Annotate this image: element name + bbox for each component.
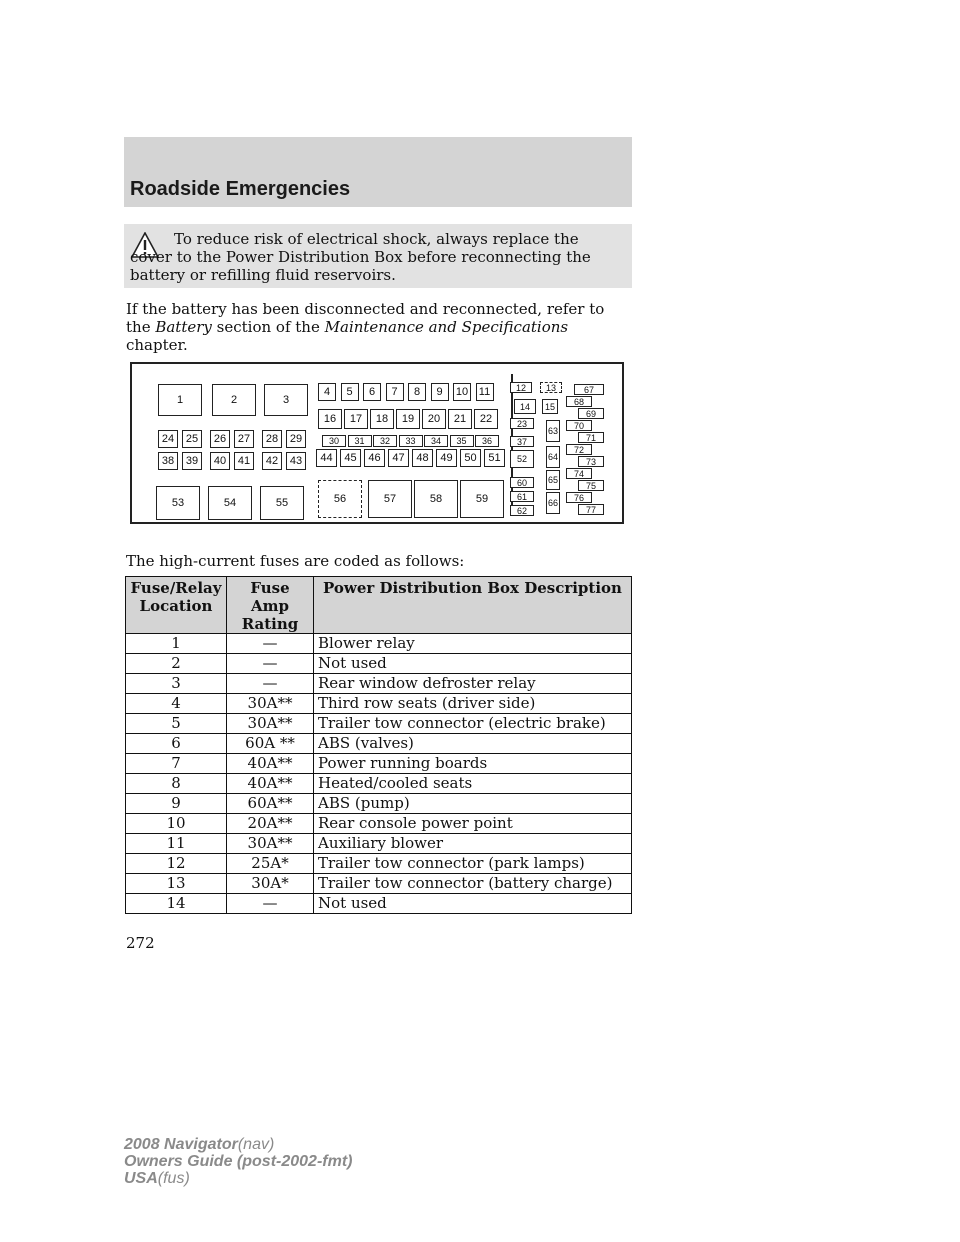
fuse-slot: 5	[341, 383, 359, 401]
fuse-slot: 73	[578, 456, 604, 467]
cell-location: 5	[126, 714, 227, 734]
cell-location: 11	[126, 834, 227, 854]
fuse-slot: 41	[234, 452, 254, 470]
header-location: Fuse/Relay Location	[126, 577, 227, 634]
fuse-slot: 67	[574, 384, 604, 395]
cell-description: Power running boards	[314, 754, 632, 774]
fuse-slot: 23	[510, 418, 534, 429]
fuse-slot: 18	[370, 409, 394, 429]
para-text-before: If the battery has been disconnected and reconnected, refer to the	[126, 300, 605, 336]
footer-line-1-bold: 2008 Navigator	[124, 1136, 238, 1153]
chapter-reference: Maintenance and Specifications	[324, 318, 569, 336]
battery-paragraph	[126, 300, 626, 354]
table-row	[126, 654, 632, 674]
fuse-slot: 53	[156, 486, 200, 520]
cell-location: 4	[126, 694, 227, 714]
cell-location: 1	[126, 634, 227, 654]
fuse-slot: 38	[158, 452, 178, 470]
cell-description: Rear window defroster relay	[314, 674, 632, 694]
fuse-slot: 39	[182, 452, 202, 470]
fuse-slot: 61	[510, 491, 534, 502]
fuse-slot: 75	[578, 480, 604, 491]
fuse-slot: 66	[546, 492, 560, 514]
cell-rating: —	[227, 894, 314, 914]
fuse-slot: 26	[210, 430, 230, 448]
fuse-slot: 8	[408, 383, 426, 401]
table-row	[126, 774, 632, 794]
fuse-slot: 63	[546, 420, 560, 442]
cell-rating: 30A**	[227, 694, 314, 714]
table-intro: The high-current fuses are coded as follows:	[126, 552, 465, 570]
cell-rating: 60A**	[227, 794, 314, 814]
cell-location: 2	[126, 654, 227, 674]
cell-location: 13	[126, 874, 227, 894]
fuse-slot: 50	[460, 449, 481, 467]
fuse-slot: 36	[475, 435, 499, 447]
fuse-slot: 42	[262, 452, 282, 470]
cell-description: Blower relay	[314, 634, 632, 654]
section-title: Roadside Emergencies	[130, 178, 351, 200]
fuse-slot: 3	[264, 384, 308, 416]
footer-line-1	[124, 1136, 352, 1153]
table-row	[126, 754, 632, 774]
battery-reference: Battery	[155, 318, 212, 336]
cell-description: Not used	[314, 654, 632, 674]
fuse-slot: 33	[399, 435, 423, 447]
fuse-slot: 56	[318, 480, 362, 518]
cell-rating: 25A*	[227, 854, 314, 874]
cell-description: Trailer tow connector (electric brake)	[314, 714, 632, 734]
fuse-slot: 72	[566, 444, 592, 455]
fuse-slot: 45	[340, 449, 361, 467]
table-header-row	[126, 577, 632, 634]
fuse-slot: 34	[424, 435, 448, 447]
fuse-slot: 74	[566, 468, 592, 479]
para-text-after: chapter.	[126, 336, 188, 354]
cell-description: Third row seats (driver side)	[314, 694, 632, 714]
fuse-slot: 14	[514, 399, 536, 414]
fuse-slot: 77	[578, 504, 604, 515]
footer-line-3-rest: (fus)	[157, 1170, 190, 1187]
fuse-slot: 70	[566, 420, 592, 431]
cell-rating: 20A**	[227, 814, 314, 834]
footer-line-3-bold: USA	[124, 1170, 158, 1187]
fuse-slot: 64	[546, 446, 560, 468]
fuse-slot: 58	[414, 480, 458, 518]
fuse-slot: 27	[234, 430, 254, 448]
fuse-box-diagram	[130, 362, 624, 524]
cell-description: ABS (valves)	[314, 734, 632, 754]
cell-rating: 30A**	[227, 714, 314, 734]
fuse-slot: 37	[510, 436, 534, 447]
fuse-slot: 31	[348, 435, 372, 447]
cell-description: Auxiliary blower	[314, 834, 632, 854]
table-row	[126, 834, 632, 854]
fuse-slot: 12	[510, 382, 532, 393]
fuse-slot: 52	[510, 450, 534, 468]
cell-location: 9	[126, 794, 227, 814]
cell-description: Trailer tow connector (park lamps)	[314, 854, 632, 874]
fuse-slot: 44	[316, 449, 337, 467]
fuse-slot: 20	[422, 409, 446, 429]
fuse-slot: 19	[396, 409, 420, 429]
header-rating: Fuse Amp Rating	[227, 577, 314, 634]
fuse-slot: 48	[412, 449, 433, 467]
cell-description: Rear console power point	[314, 814, 632, 834]
table-row	[126, 794, 632, 814]
fuse-slot: 4	[318, 383, 336, 401]
cell-rating: —	[227, 654, 314, 674]
footer-line-2: Owners Guide (post-2002-fmt)	[124, 1153, 353, 1170]
fuse-slot: 46	[364, 449, 385, 467]
cell-rating: 30A**	[227, 834, 314, 854]
cell-rating: 60A **	[227, 734, 314, 754]
cell-location: 3	[126, 674, 227, 694]
cell-rating: 30A*	[227, 874, 314, 894]
table-row	[126, 714, 632, 734]
fuse-slot: 49	[436, 449, 457, 467]
fuse-slot: 71	[578, 432, 604, 443]
fuse-slot: 54	[208, 486, 252, 520]
footer	[124, 1136, 352, 1187]
fuse-slot: 15	[542, 399, 558, 414]
fuse-slot: 28	[262, 430, 282, 448]
fuse-slot: 59	[460, 480, 504, 518]
fuse-slot: 47	[388, 449, 409, 467]
fuse-slot: 22	[474, 409, 498, 429]
cell-location: 7	[126, 754, 227, 774]
fuse-slot: 35	[450, 435, 474, 447]
cell-rating: 40A**	[227, 774, 314, 794]
table-row	[126, 734, 632, 754]
footer-line-3	[124, 1170, 352, 1187]
fuse-slot: 7	[386, 383, 404, 401]
fuse-slot: 32	[373, 435, 397, 447]
fuse-slot: 25	[182, 430, 202, 448]
cell-location: 12	[126, 854, 227, 874]
fuse-slot: 11	[476, 383, 494, 401]
footer-line-1-rest: (nav)	[237, 1136, 275, 1153]
warning-text: To reduce risk of electrical shock, always replace the cover to the Power Distribution Box before reconnecting the battery or refilling fluid reservoirs.	[130, 230, 591, 284]
cell-description: Heated/cooled seats	[314, 774, 632, 794]
fuse-slot: 51	[484, 449, 505, 467]
table-body	[126, 634, 632, 914]
cell-location: 6	[126, 734, 227, 754]
fuse-slot: 24	[158, 430, 178, 448]
fuse-slot: 65	[546, 470, 560, 490]
fuse-slot: 68	[566, 396, 592, 407]
cell-rating: —	[227, 674, 314, 694]
fuse-slot: 29	[286, 430, 306, 448]
warning-box	[124, 224, 632, 288]
fuse-slot: 13	[540, 382, 562, 393]
fuse-slot: 1	[158, 384, 202, 416]
fuse-slot: 16	[318, 409, 342, 429]
cell-location: 10	[126, 814, 227, 834]
fuse-slot: 40	[210, 452, 230, 470]
fuse-slot: 9	[431, 383, 449, 401]
fuse-slot: 43	[286, 452, 306, 470]
cell-rating: 40A**	[227, 754, 314, 774]
fuse-table	[125, 576, 632, 914]
table-row	[126, 634, 632, 654]
cell-location: 14	[126, 894, 227, 914]
table-row	[126, 814, 632, 834]
para-text-middle: section of the	[216, 318, 320, 336]
fuse-slot: 6	[363, 383, 381, 401]
header-description: Power Distribution Box Description	[314, 577, 632, 634]
fuse-slot: 10	[453, 383, 471, 401]
cell-description: Not used	[314, 894, 632, 914]
table-row	[126, 894, 632, 914]
fuse-slot: 60	[510, 477, 534, 488]
cell-description: Trailer tow connector (battery charge)	[314, 874, 632, 894]
table-row	[126, 854, 632, 874]
fuse-slot: 2	[212, 384, 256, 416]
page-number: 272	[126, 934, 155, 952]
fuse-slot: 76	[566, 492, 592, 503]
cell-location: 8	[126, 774, 227, 794]
fuse-slot: 69	[578, 408, 604, 419]
cell-rating: —	[227, 634, 314, 654]
table-row	[126, 674, 632, 694]
fuse-slot: 17	[344, 409, 368, 429]
table-row	[126, 694, 632, 714]
table-row	[126, 874, 632, 894]
fuse-slot: 21	[448, 409, 472, 429]
fuse-slot: 30	[322, 435, 346, 447]
fuse-slot: 55	[260, 486, 304, 520]
fuse-slot: 62	[510, 505, 534, 516]
cell-description: ABS (pump)	[314, 794, 632, 814]
fuse-slot: 57	[368, 480, 412, 518]
